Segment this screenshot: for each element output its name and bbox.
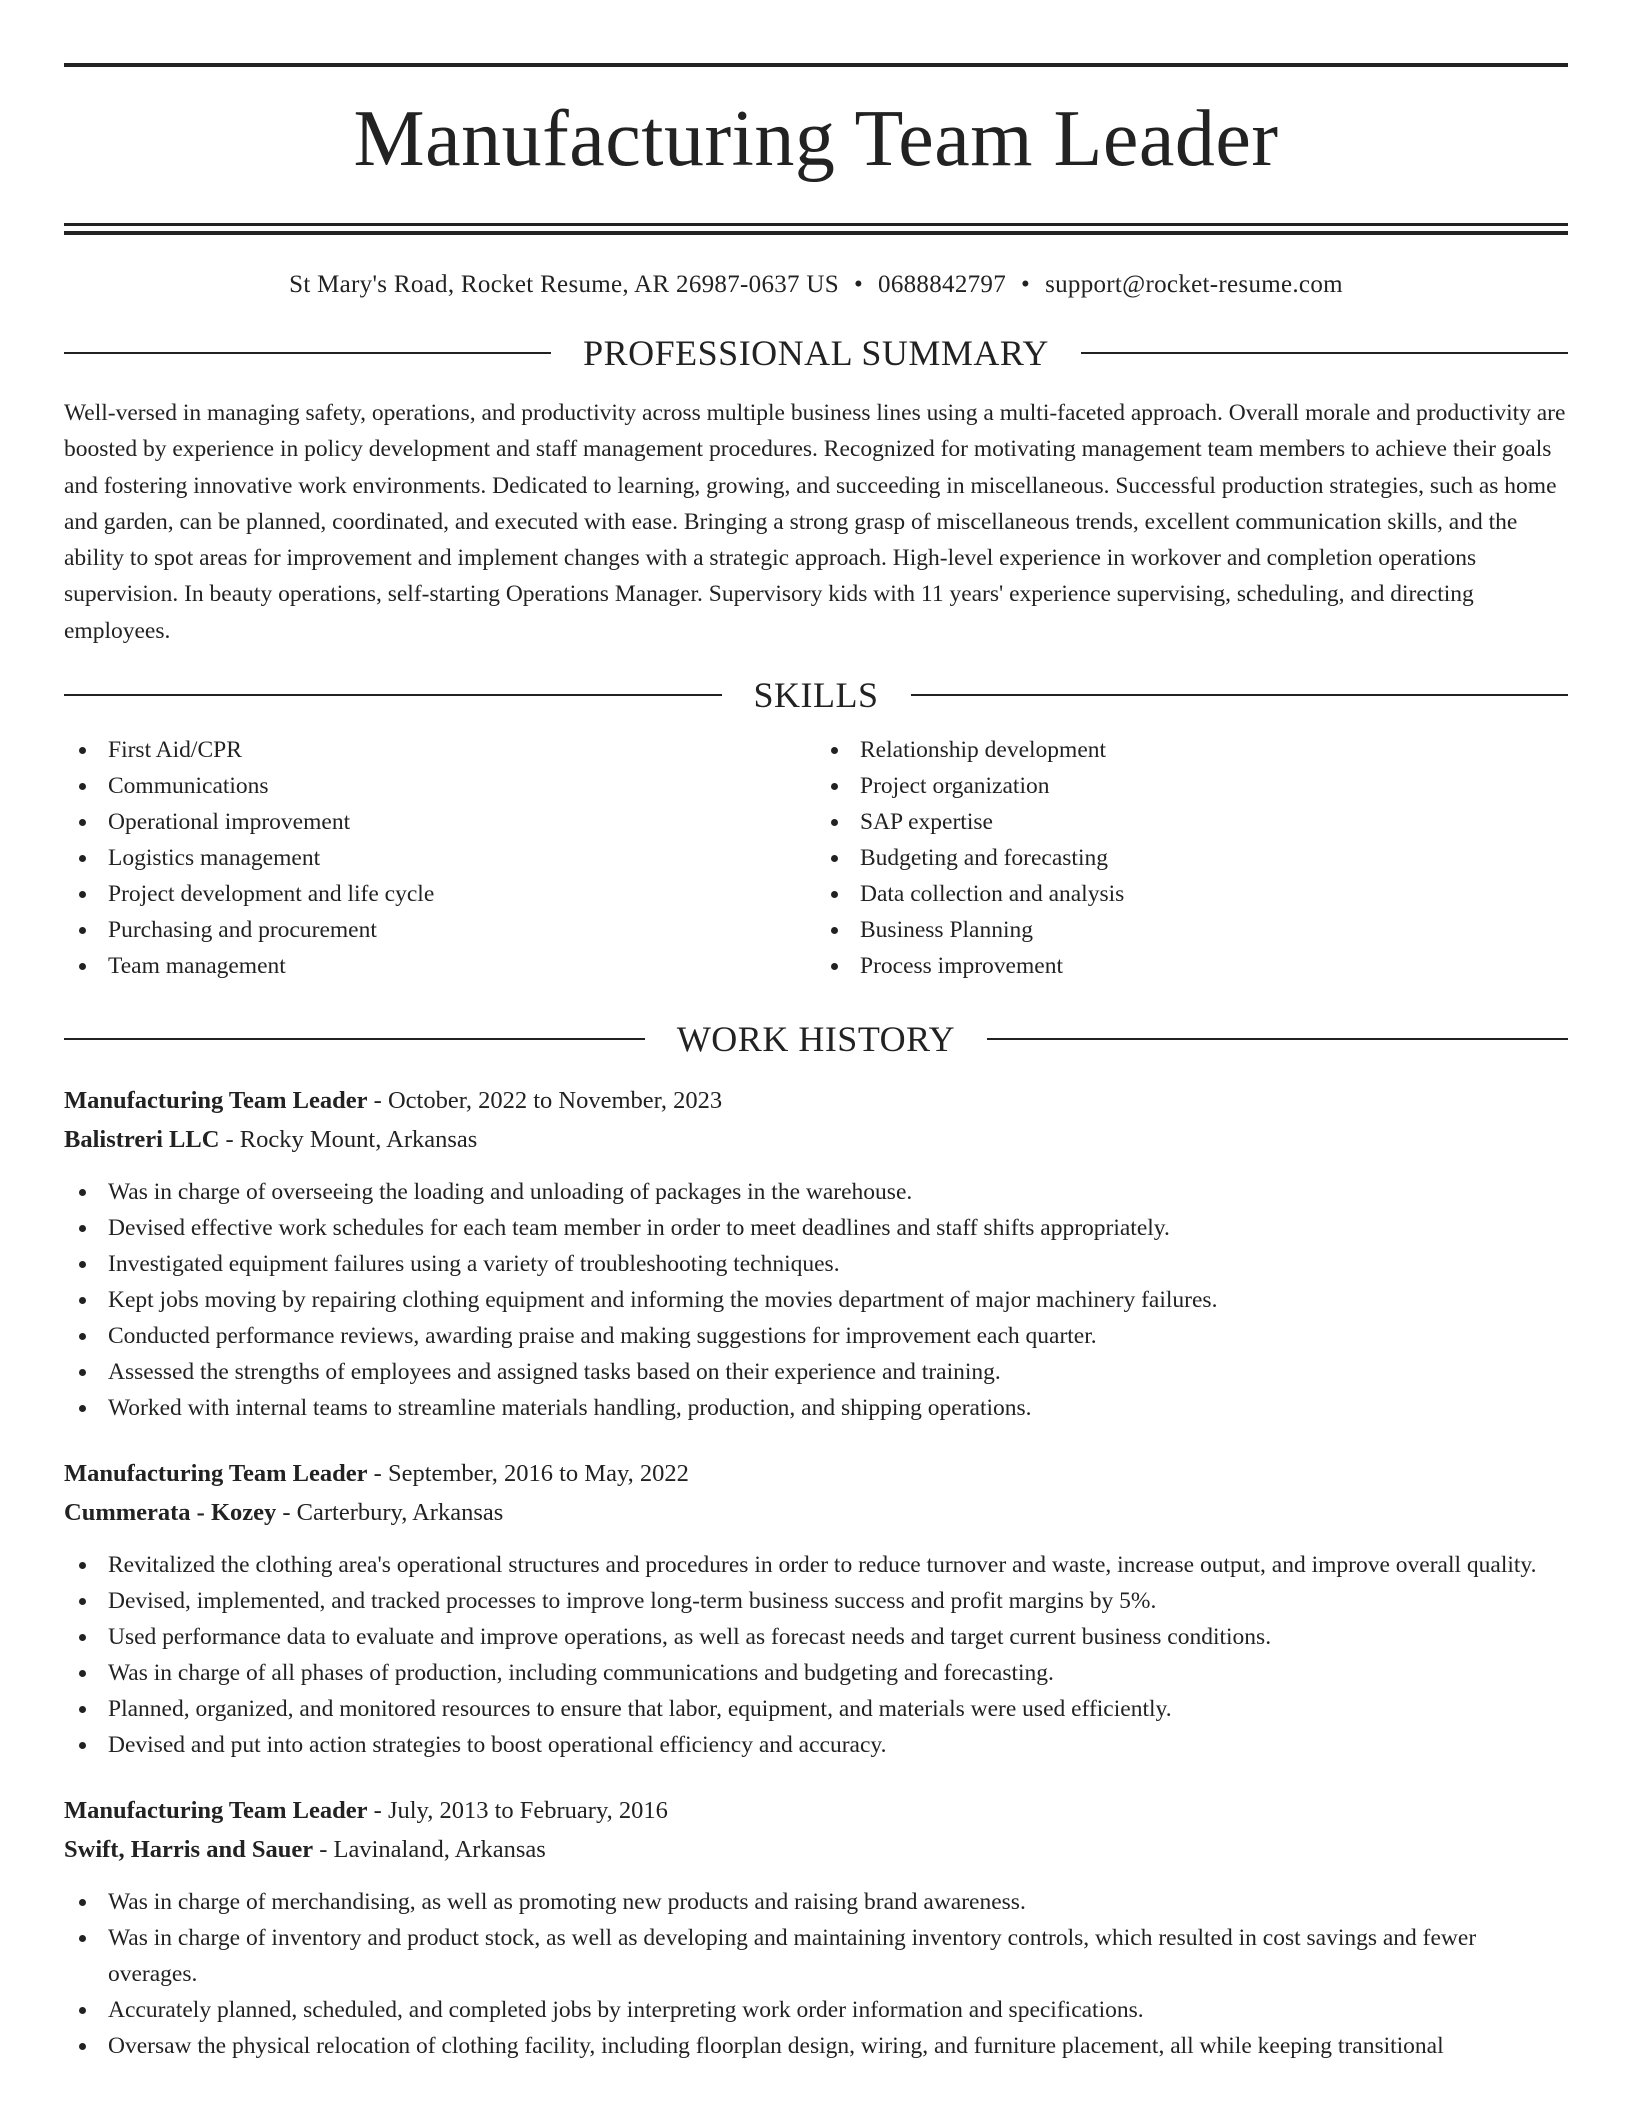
job-bullet: Kept jobs moving by repairing clothing equipment and informing the movies department of major machinery failures. — [64, 1282, 1568, 1318]
job-bullets — [64, 1174, 1568, 1426]
job-company: Swift, Harris and Sauer — [64, 1836, 314, 1864]
job-bullet: Accurately planned, scheduled, and completed jobs by interpreting work order information and specifications. — [64, 1992, 1568, 2028]
skills-column-right — [816, 732, 1568, 984]
contact-line — [64, 270, 1568, 300]
skill-item: Communications — [64, 768, 816, 804]
skill-item: SAP expertise — [816, 804, 1568, 840]
contact-phone: 0688842797 — [878, 271, 1007, 298]
resume-title: Manufacturing Team Leader — [353, 95, 1279, 183]
job-company: Cummerata - Kozey — [64, 1499, 277, 1527]
contact-address: St Mary's Road, Rocket Resume, AR 26987-0637 US — [289, 271, 839, 298]
job-bullet: Revitalized the clothing area's operational structures and procedures in order to reduce turnover and waste, increase output, and improve overall quality. — [64, 1547, 1568, 1583]
heading-rule-left — [64, 694, 722, 696]
job-dates: - October, 2022 to November, 2023 — [367, 1087, 723, 1115]
skills-list — [64, 732, 1568, 984]
heading-rule-left — [64, 352, 551, 354]
work-heading: WORK HISTORY — [676, 1019, 956, 1060]
job-bullets — [64, 1547, 1568, 1763]
contact-separator: • — [853, 271, 864, 298]
job-bullet: Planned, organized, and monitored resources to ensure that labor, equipment, and materials were used efficiently. — [64, 1691, 1568, 1727]
heading-rule-left — [64, 1038, 645, 1040]
job-title: Manufacturing Team Leader — [64, 1797, 368, 1825]
job-bullet: Worked with internal teams to streamline materials handling, production, and shipping operations. — [64, 1390, 1568, 1426]
job-company-line — [64, 1120, 1568, 1159]
job-bullet: Was in charge of merchandising, as well as promoting new products and raising brand awareness. — [64, 1884, 1568, 1920]
summary-section-heading — [64, 333, 1568, 373]
heading-rule-right — [911, 694, 1569, 696]
skill-item: Process improvement — [816, 948, 1568, 984]
skill-item: Budgeting and forecasting — [816, 840, 1568, 876]
job-bullet: Was in charge of all phases of production, including communications and budgeting and forecasting. — [64, 1655, 1568, 1691]
job-location: - Rocky Mount, Arkansas — [219, 1126, 478, 1154]
skill-item: Project organization — [816, 768, 1568, 804]
job-title: Manufacturing Team Leader — [64, 1087, 368, 1115]
job-bullet: Was in charge of inventory and product stock, as well as developing and maintaining inventory controls, which resulted in cost savings and fewer overages. — [64, 1920, 1568, 1992]
contact-email: support@rocket-resume.com — [1045, 271, 1343, 298]
summary-heading: PROFESSIONAL SUMMARY — [583, 333, 1049, 373]
job-bullet: Assessed the strengths of employees and assigned tasks based on their experience and training. — [64, 1354, 1568, 1390]
job-bullets — [64, 1884, 1568, 2064]
job-bullet: Was in charge of overseeing the loading and unloading of packages in the warehouse. — [64, 1174, 1568, 1210]
job-bullet: Conducted performance reviews, awarding praise and making suggestions for improvement each quarter. — [64, 1318, 1568, 1354]
heading-rule-right — [1081, 352, 1568, 354]
job-entry — [64, 1454, 1568, 1763]
summary-text: Well-versed in managing safety, operations, and productivity across multiple business lines using a multi-faceted approach. Overall morale and productivity are boosted by experience in policy development and staff management procedures. Recognized for motivating management team members to achieve their goals and fostering innovative work environments. Dedicated to learning, growing, and succeeding in miscellaneous. Successful production strategies, such as home and garden, can be planned, coordinated, and executed with ease. Bringing a strong grasp of miscellaneous trends, excellent communication skills, and the ability to spot areas for improvement and implement changes with a strategic approach. High-level experience in workover and completion operations supervision. In beauty operations, self-starting Operations Manager. Supervisory kids with 11 years' experience supervising, scheduling, and directing employees. — [64, 400, 1566, 644]
title-double-rule — [64, 223, 1568, 235]
job-title: Manufacturing Team Leader — [64, 1460, 368, 1488]
job-title-line — [64, 1791, 1568, 1830]
skills-column-left — [64, 732, 816, 984]
job-dates: - September, 2016 to May, 2022 — [367, 1460, 689, 1488]
skill-item: Project development and life cycle — [64, 876, 816, 912]
skill-item: Logistics management — [64, 840, 816, 876]
job-bullet: Investigated equipment failures using a variety of troubleshooting techniques. — [64, 1246, 1568, 1282]
job-dates: - July, 2013 to February, 2016 — [367, 1797, 668, 1825]
job-location: - Lavinaland, Arkansas — [313, 1836, 546, 1864]
job-company-line — [64, 1493, 1568, 1532]
job-bullet: Used performance data to evaluate and improve operations, as well as forecast needs and target current business conditions. — [64, 1619, 1568, 1655]
job-company-line — [64, 1830, 1568, 1869]
skills-heading: SKILLS — [753, 675, 879, 716]
job-title-line — [64, 1454, 1568, 1493]
job-location: - Carterbury, Arkansas — [276, 1499, 504, 1527]
job-title-line — [64, 1081, 1568, 1120]
job-company: Balistreri LLC — [64, 1126, 220, 1154]
skill-item: Business Planning — [816, 912, 1568, 948]
skill-item: Purchasing and procurement — [64, 912, 816, 948]
skill-item: Data collection and analysis — [816, 876, 1568, 912]
skill-item: First Aid/CPR — [64, 732, 816, 768]
skills-section-heading — [64, 675, 1568, 715]
skill-item: Operational improvement — [64, 804, 816, 840]
job-bullet: Devised and put into action strategies to boost operational efficiency and accuracy. — [64, 1727, 1568, 1763]
contact-separator: • — [1021, 271, 1031, 298]
work-section-heading — [64, 1019, 1568, 1059]
heading-rule-right — [987, 1038, 1568, 1040]
job-bullet: Oversaw the physical relocation of clothing facility, including floorplan design, wiring, and furniture placement, all while keeping transitional — [64, 2028, 1568, 2064]
job-entry — [64, 1081, 1568, 1426]
job-bullet: Devised effective work schedules for each team member in order to meet deadlines and staff shifts appropriately. — [64, 1210, 1568, 1246]
job-bullet: Devised, implemented, and tracked processes to improve long-term business success and profit margins by 5%. — [64, 1583, 1568, 1619]
skill-item: Team management — [64, 948, 816, 984]
skill-item: Relationship development — [816, 732, 1568, 768]
job-entry — [64, 1791, 1568, 2064]
